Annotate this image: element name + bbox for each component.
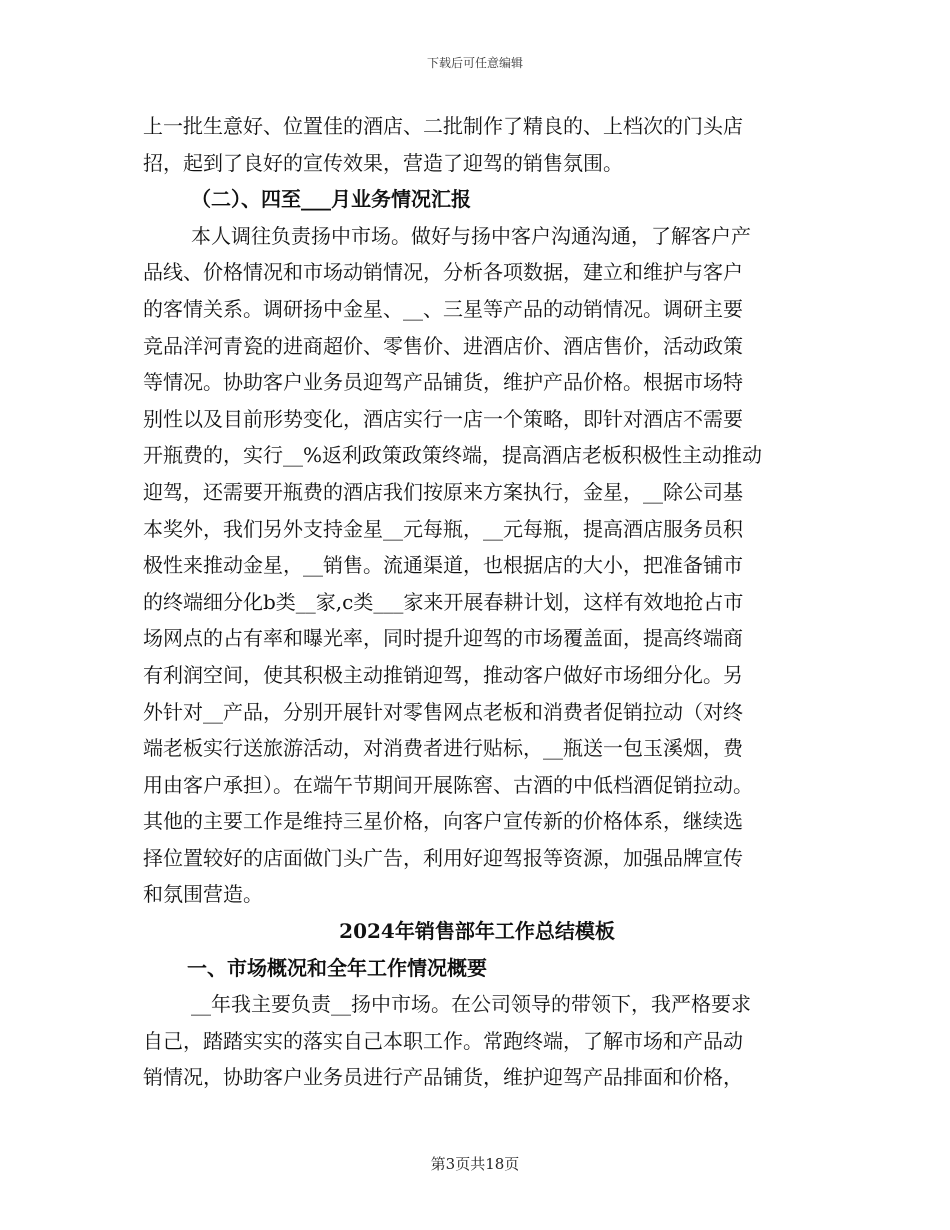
text-line: 竞品洋河青瓷的进商超价、零售价、进酒店价、酒店售价，活动政策 [143, 333, 743, 358]
text-line: 择位置较好的店面做门头广告，利用好迎驾报等资源，加强品牌宣传 [143, 845, 743, 870]
text-line: 上一批生意好、位置佳的酒店、二批制作了精良的、上档次的门头店 [143, 114, 743, 138]
paragraph-start: 本人调往负责扬中市场。做好与扬中客户沟通沟通，了解客户产 [191, 223, 751, 248]
text-line: 的终端细分化b类__家,c类___家来开展春耕计划，这样有效地抢占市 [143, 589, 744, 614]
text-line: 和氛围营造。 [143, 882, 263, 907]
text-line: 外针对__产品，分别开展针对零售网点老板和消费者促销拉动（对终 [143, 699, 743, 724]
text-line: 本奖外，我们另外支持金星__元每瓶，__元每瓶，提高酒店服务员积 [143, 516, 743, 541]
text-line: 等情况。协助客户业务员迎驾产品铺货，维护产品价格。根据市场特 [143, 370, 743, 395]
text-line: 自己，踏踏实实的落实自己本职工作。常跑终端，了解市场和产品动 [143, 1028, 743, 1053]
text-line: 场网点的占有率和曝光率，同时提升迎驾的市场覆盖面，提高终端商 [143, 626, 743, 651]
document-title: 2024年销售部年工作总结模板 [339, 919, 615, 944]
text-line: 销情况，协助客户业务员进行产品铺货，维护迎驾产品排面和价格， [143, 1065, 743, 1090]
text-line: 别性以及目前形势变化，酒店实行一店一个策略，即针对酒店不需要 [143, 406, 743, 431]
text-line: 用由客户承担）。在端午节期间开展陈窖、古酒的中低档酒促销拉动。 [143, 772, 753, 797]
text-line: 迎驾，还需要开瓶费的酒店我们按原来方案执行，金星，__除公司基 [143, 479, 743, 504]
document-body [143, 108, 811, 1096]
page-footer: 第3页共18页 [430, 1155, 520, 1173]
paragraph-start: __年我主要负责__扬中市场。在公司领导的带领下，我严格要求 [191, 992, 751, 1017]
text-line: 招，起到了良好的宣传效果，营造了迎驾的销售氛围。 [143, 150, 623, 175]
text-line: 的客情关系。调研扬中金星、__、三星等产品的动销情况。调研主要 [143, 296, 743, 321]
text-line: 有利润空间，使其积极主动推销迎驾，推动客户做好市场细分化。另 [143, 662, 743, 687]
text-line: 品线、价格情况和市场动销情况，分析各项数据，建立和维护与客户 [143, 260, 743, 285]
section-heading: 一、市场概况和全年工作情况概要 [187, 955, 487, 980]
text-line: 极性来推动金星，__销售。流通渠道，也根据店的大小，把准备铺市 [143, 553, 743, 578]
text-line: 端老板实行送旅游活动，对消费者进行贴标，__瓶送一包玉溪烟，费 [143, 736, 743, 761]
text-line: 开瓶费的，实行__%返利政策政策终端，提高酒店老板积极性主动推动 [143, 443, 763, 468]
text-line: 其他的主要工作是维持三星价格，向客户宣传新的价格体系，继续选 [143, 809, 743, 834]
page-header: 下载后可任意编辑 [426, 56, 523, 70]
section-heading: （二）、四至___月业务情况汇报 [191, 187, 471, 212]
